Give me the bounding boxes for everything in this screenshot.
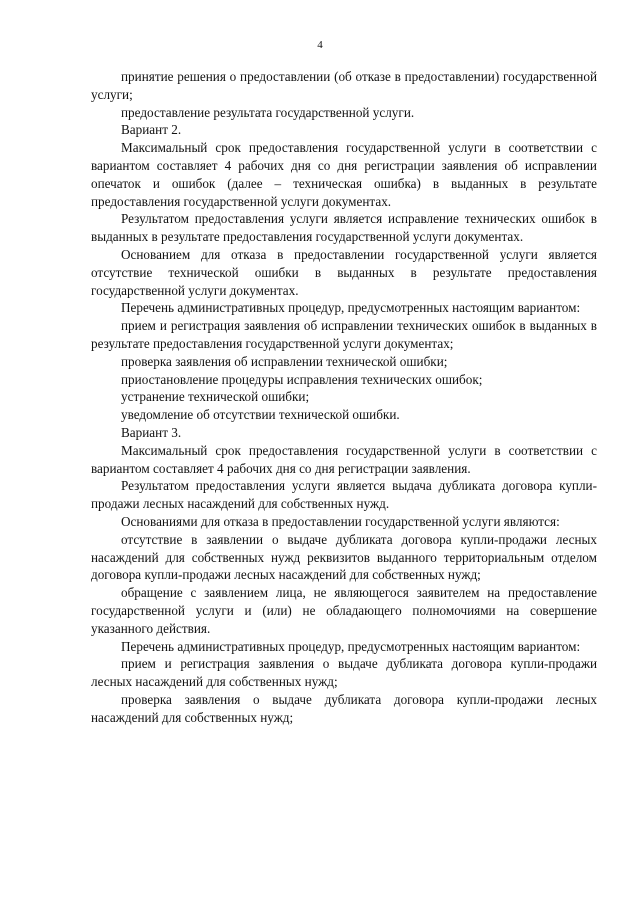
page-number: 4 bbox=[317, 39, 323, 51]
paragraph: предоставление результата государственной услуги. bbox=[121, 104, 415, 120]
list-item: уведомление об отсутствии технической ошибки. bbox=[121, 407, 400, 423]
section-heading: Вариант 3. bbox=[121, 424, 182, 440]
paragraph: Максимальный срок предоставления государственной услуги в соответствии с вариантом составляет 4 рабочих дня со дня регистрации заявления об исправлении опечаток и ошибок (далее – техническая ошибка) в выданных в результате предоставления государственной услуги документах. bbox=[91, 140, 597, 209]
list-item: прием и регистрация заявления об исправлении технических ошибок в выданных в результате предоставления государственной услуги документах; bbox=[91, 318, 597, 351]
list-item: проверка заявления о выдаче дубликата договора купли-продажи лесных насаждений для собственных нужд; bbox=[91, 691, 597, 725]
paragraph: Основаниями для отказа в предоставлении государственной услуги являются: bbox=[121, 513, 560, 529]
list-item: отсутствие в заявлении о выдаче дубликата договора купли-продажи лесных насаждений для собственных нужд реквизитов выданного территориальным отделом договора купли-продажи лесных насаждений для собственных нужд; bbox=[91, 531, 597, 583]
paragraph: Максимальный срок предоставления государственной услуги в соответствии с вариантом составляет 4 рабочих дня со дня регистрации заявления. bbox=[91, 442, 597, 476]
paragraph: принятие решения о предоставлении (об отказе в предоставлении) государственной услуги; bbox=[91, 69, 597, 102]
list-item: устранение технической ошибки; bbox=[121, 389, 310, 405]
paragraph: Результатом предоставления услуги является выдача дубликата договора купли-продажи лесных насаждений для собственных нужд. bbox=[91, 478, 597, 512]
paragraph: Перечень административных процедур, предусмотренных настоящим вариантом: bbox=[121, 300, 581, 316]
paragraph: Результатом предоставления услуги является исправление технических ошибок в выданных в результате предоставления государственной услуги документах. bbox=[91, 211, 597, 245]
section-heading: Вариант 2. bbox=[121, 122, 182, 138]
list-item: приостановление процедуры исправления технических ошибок; bbox=[121, 371, 483, 387]
paragraph: Перечень административных процедур, предусмотренных настоящим вариантом: bbox=[121, 638, 581, 654]
paragraph: Основанием для отказа в предоставлении государственной услуги является отсутствие технической ошибки в выданных в результате предоставления государственной услуги документах. bbox=[91, 246, 597, 298]
list-item: проверка заявления об исправлении технической ошибки; bbox=[121, 353, 448, 369]
list-item: обращение с заявлением лица, не являющегося заявителем на предоставление государственной услуги и (или) не обладающего полномочиями на совершение указанного действия. bbox=[91, 585, 597, 636]
document-body bbox=[91, 68, 597, 726]
list-item: прием и регистрация заявления о выдаче дубликата договора купли-продажи лесных насаждений для собственных нужд; bbox=[91, 656, 597, 690]
